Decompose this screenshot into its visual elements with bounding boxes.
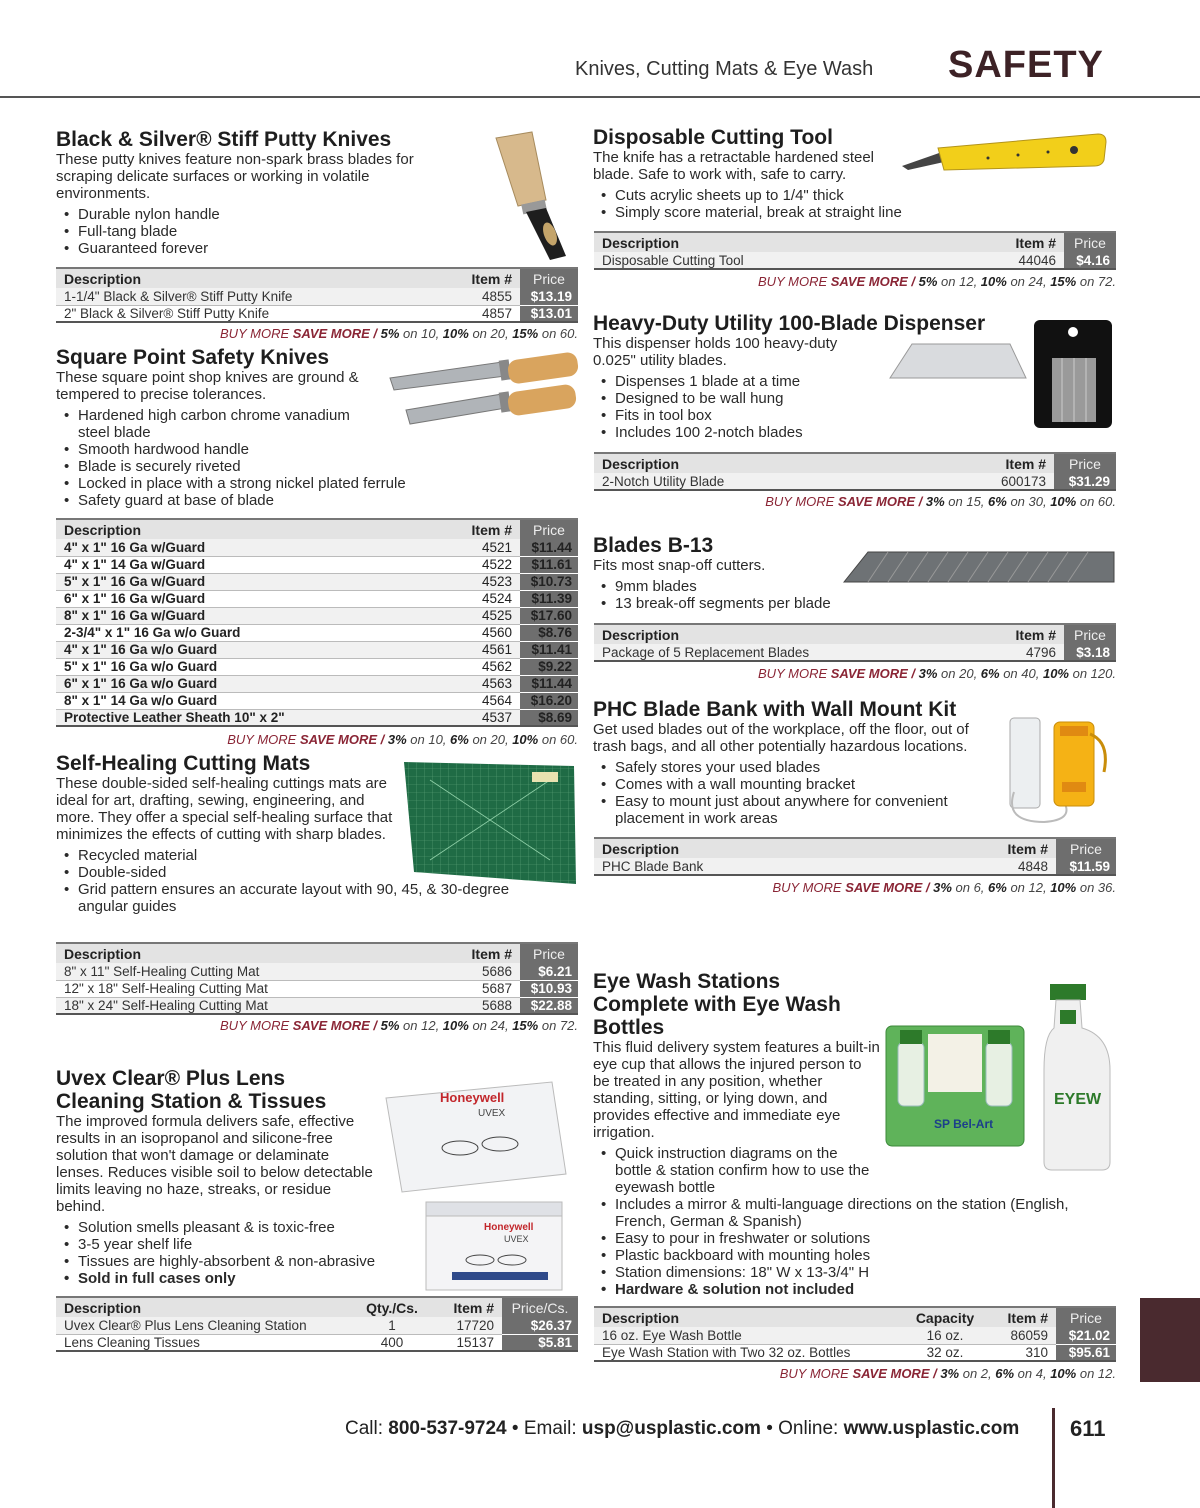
- cell-description: 1-1/4" Black & Silver® Stiff Putty Knife: [56, 288, 456, 305]
- table-row: 5" x 1" 16 Ga w/o Guard 4562 $9.22: [56, 658, 578, 675]
- bulk-discount-note: BUY MORE SAVE MORE / 5% on 10, 10% on 20, 15% on 60.: [220, 326, 578, 341]
- bulk-discount-note: BUY MORE SAVE MORE / 5% on 12, 10% on 24, 15% on 72.: [220, 1018, 578, 1033]
- col-description: Description: [56, 519, 456, 539]
- cutting-mat-image: [400, 760, 580, 886]
- col-price: Price: [520, 519, 578, 539]
- col-item: Item #: [994, 624, 1064, 644]
- website-link[interactable]: www.usplastic.com: [843, 1418, 1020, 1439]
- feature-item: • Double-sided: [64, 864, 556, 881]
- feature-item: • Solution smells pleasant & is toxic-free: [64, 1219, 406, 1236]
- feature-item: • 9mm blades: [601, 578, 893, 595]
- feature-item: • Full-tang blade: [64, 223, 436, 240]
- footer-contact: Call: 800-537-9724 • Email: usp@usplastic.com • Online: www.usplastic.com: [345, 1418, 1020, 1439]
- col-item: Item #: [986, 838, 1056, 858]
- feature-item: • Hardened high carbon chrome vanadium steel blade: [64, 407, 384, 441]
- col-item: Item #: [990, 1307, 1056, 1327]
- col-description: Description: [56, 268, 456, 288]
- blade-bank-image: [1004, 712, 1116, 830]
- bulk-discount-note: BUY MORE SAVE MORE / 3% on 6, 6% on 12, 10% on 36.: [772, 880, 1116, 895]
- svg-text:Honeywell: Honeywell: [484, 1222, 534, 1233]
- square-knives-price-table: [56, 518, 578, 727]
- feature-item: • Plastic backboard with mounting holes: [601, 1247, 1113, 1264]
- feature-list: [601, 759, 1013, 827]
- product-title: Disposable Cutting Tool: [593, 126, 833, 149]
- col-description: Description: [594, 232, 994, 252]
- feature-list: [64, 1219, 406, 1287]
- cell-item: 4857: [456, 305, 520, 322]
- phc-price-table: [594, 837, 1116, 876]
- uvex-logo: UVEX: [478, 1108, 506, 1119]
- eyewash-price-table: [594, 1306, 1116, 1362]
- col-description: Description: [56, 1297, 352, 1317]
- putty-knife-image: [488, 130, 578, 262]
- product-title: Heavy-Duty Utility 100-Blade Dispenser: [593, 312, 986, 335]
- col-price: Price: [520, 943, 578, 963]
- feature-item: • Dispenses 1 blade at a time: [601, 373, 1033, 390]
- feature-item: • Cuts acrylic sheets up to 1/4" thick: [601, 187, 923, 204]
- col-description: Description: [594, 624, 994, 644]
- table-row: 8" x 1" 16 Ga w/Guard 4525 $17.60: [56, 607, 578, 624]
- table-row: Lens Cleaning Tissues 400 15137 $5.81: [56, 1334, 578, 1351]
- col-capacity: Capacity: [900, 1307, 990, 1327]
- eye-wash-station-image: [884, 980, 1116, 1174]
- col-item: Item #: [980, 453, 1054, 473]
- header-divider: [0, 96, 1200, 98]
- table-row: [56, 288, 578, 305]
- product-title: Square Point Safety Knives: [56, 346, 330, 369]
- col-price: Price/Cs.: [502, 1297, 578, 1317]
- table-row: 5" x 1" 16 Ga w/Guard 4523 $10.73: [56, 573, 578, 590]
- cell-price: $13.19: [520, 288, 578, 305]
- feature-item: • Easy to pour in freshwater or solutions: [601, 1230, 1113, 1247]
- product-description: Get used blades out of the workplace, off the floor, out of trash bags, and all other potentially hazardous locations.: [593, 721, 969, 755]
- feature-item: • Safely stores your used blades: [601, 759, 1013, 776]
- table-row: Uvex Clear® Plus Lens Cleaning Station 1 17720 $26.37: [56, 1317, 578, 1334]
- product-description: These square point shop knives are ground & tempered to precise tolerances.: [56, 369, 359, 403]
- product-description: These double-sided self-healing cuttings mats are ideal for art, drafting, sewing, engineering, and more. They offer a special self-healing surface that minimizes the effects of cutting with sharp blades.: [56, 775, 393, 843]
- col-description: Description: [594, 838, 986, 858]
- product-disposable-cutting-tool: [593, 126, 923, 221]
- product-description: These putty knives feature non-spark brass blades for scraping delicate surfaces or working in volatile environments.: [56, 151, 414, 202]
- product-putty-knives: [56, 128, 436, 257]
- putty-price-table: [56, 267, 578, 323]
- col-item: Item #: [994, 232, 1064, 252]
- col-item: Item #: [456, 943, 520, 963]
- feature-item: • Safety guard at base of blade: [64, 492, 454, 509]
- mats-price-table: [56, 942, 578, 1015]
- uvex-station-image: [380, 1078, 576, 1292]
- bulk-discount-note: BUY MORE SAVE MORE / 5% on 12, 10% on 24, 15% on 72.: [758, 274, 1116, 289]
- phone-number[interactable]: 800-537-9724: [388, 1418, 507, 1439]
- cell-price: $13.01: [520, 305, 578, 322]
- col-description: Description: [56, 943, 456, 963]
- product-description: The improved formula delivers safe, effective results in an isopropanol and silicone-free solution that won't damage or delaminate lenses. Reduces visible soil to below detectable limits leaving no haze, streaks, or residue behind.: [56, 1113, 373, 1215]
- feature-item: • Simply score material, break at straight line: [601, 204, 923, 221]
- col-qty: Qty./Cs.: [352, 1297, 432, 1317]
- feature-item: • Comes with a wall mounting bracket: [601, 776, 1013, 793]
- section-subtitle: Knives, Cutting Mats & Eye Wash: [575, 58, 874, 80]
- feature-item: • Station dimensions: 18" W x 13-3/4" H: [601, 1264, 1113, 1281]
- feature-list: [601, 187, 923, 221]
- blade-dispenser-image: [884, 318, 1116, 430]
- product-title: Eye Wash Stations Complete with Eye Wash Bottles: [593, 970, 841, 1039]
- product-description: This dispenser holds 100 heavy-duty 0.025" utility blades.: [593, 335, 838, 369]
- disposable-price-table: [594, 231, 1116, 270]
- table-row: 8" x 11" Self-Healing Cutting Mat 5686 $6.21: [56, 963, 578, 980]
- feature-item: • Recycled material: [64, 847, 556, 864]
- svg-text:UVEX: UVEX: [504, 1234, 529, 1244]
- table-row: 6" x 1" 16 Ga w/o Guard 4563 $11.44: [56, 675, 578, 692]
- feature-item: • Includes 100 2-notch blades: [601, 424, 1033, 441]
- feature-item: • 3-5 year shelf life: [64, 1236, 406, 1253]
- table-row: 4" x 1" 14 Ga w/Guard 4522 $11.61: [56, 556, 578, 573]
- cell-item: 4855: [456, 288, 520, 305]
- feature-item: • Blade is securely riveted: [64, 458, 454, 475]
- feature-item: • Tissues are highly-absorbent & non-abrasive: [64, 1253, 406, 1270]
- honeywell-logo: Honeywell: [440, 1090, 505, 1105]
- col-price: Price: [1064, 232, 1116, 252]
- col-price: Price: [1064, 624, 1116, 644]
- table-row: Package of 5 Replacement Blades 4796 $3.18: [594, 644, 1116, 661]
- footer-divider: [1052, 1408, 1055, 1508]
- product-description: This fluid delivery system features a built-in eye cup that allows the injured person to be treated in any position, whether standing, sitting, or lying down, and provides effective and immediate eye irrigation.: [593, 1039, 880, 1141]
- col-price: Price: [1056, 838, 1116, 858]
- dispenser-price-table: [594, 452, 1116, 491]
- col-description: Description: [594, 1307, 900, 1327]
- product-title: Self-Healing Cutting Mats: [56, 752, 311, 775]
- page-number: 611: [1070, 1416, 1106, 1441]
- table-row: 2-3/4" x 1" 16 Ga w/o Guard 4560 $8.76: [56, 624, 578, 641]
- product-title: Blades B-13: [593, 534, 714, 557]
- blades-price-table: [594, 623, 1116, 662]
- category-title: SAFETY: [948, 44, 1104, 86]
- product-uvex-cleaning-station: [56, 1067, 406, 1287]
- product-description: Fits most snap-off cutters.: [593, 557, 766, 574]
- cutting-tool-image: [898, 130, 1110, 180]
- bel-art-logo: SP Bel-Art: [934, 1117, 994, 1131]
- table-row: Protective Leather Sheath 10" x 2" 4537 $8.69: [56, 709, 578, 726]
- uvex-price-table: [56, 1296, 578, 1352]
- bulk-discount-note: BUY MORE SAVE MORE / 3% on 20, 6% on 40, 10% on 120.: [758, 666, 1116, 681]
- feature-item: • Guaranteed forever: [64, 240, 436, 257]
- col-price: Price: [1056, 1307, 1116, 1327]
- feature-item: • Easy to mount just about anywhere for convenient placement in work areas: [601, 793, 981, 827]
- table-row: 12" x 18" Self-Healing Cutting Mat 5687 $10.93: [56, 980, 578, 997]
- feature-item: • Durable nylon handle: [64, 206, 436, 223]
- table-row: [56, 305, 578, 322]
- product-title: Black & Silver® Stiff Putty Knives: [56, 128, 392, 151]
- table-row: 16 oz. Eye Wash Bottle 16 oz. 86059 $21.02: [594, 1327, 1116, 1344]
- snap-off-blade-image: [842, 550, 1116, 584]
- table-row: 2-Notch Utility Blade 600173 $31.29: [594, 473, 1116, 490]
- product-title: PHC Blade Bank with Wall Mount Kit: [593, 698, 957, 721]
- feature-item: • Designed to be wall hung: [601, 390, 1033, 407]
- feature-list: [64, 206, 436, 257]
- col-item: Item #: [456, 268, 520, 288]
- col-description: Description: [594, 453, 980, 473]
- feature-item: • Sold in full cases only: [64, 1270, 406, 1287]
- table-row: Disposable Cutting Tool 44046 $4.16: [594, 252, 1116, 269]
- bulk-discount-note: BUY MORE SAVE MORE / 3% on 2, 6% on 4, 10% on 12.: [779, 1366, 1116, 1381]
- col-price: Price: [520, 268, 578, 288]
- feature-item: • Quick instruction diagrams on the bottle & station confirm how to use the eyewash bottle: [601, 1145, 871, 1196]
- table-row: 6" x 1" 16 Ga w/Guard 4524 $11.39: [56, 590, 578, 607]
- table-row: 4" x 1" 16 Ga w/o Guard 4561 $11.41: [56, 641, 578, 658]
- feature-item: • 13 break-off segments per blade: [601, 595, 893, 612]
- square-knives-image: [386, 348, 582, 432]
- table-row: 8" x 1" 14 Ga w/o Guard 4564 $16.20: [56, 692, 578, 709]
- product-description: The knife has a retractable hardened steel blade. Safe to work with, safe to carry.: [593, 149, 875, 183]
- col-item: Item #: [432, 1297, 502, 1317]
- bulk-discount-note: BUY MORE SAVE MORE / 3% on 10, 6% on 20, 10% on 60.: [227, 732, 578, 747]
- table-row: 18" x 24" Self-Healing Cutting Mat 5688 $22.88: [56, 997, 578, 1014]
- table-row: 4" x 1" 16 Ga w/Guard 4521 $11.44: [56, 539, 578, 556]
- col-item: Item #: [456, 519, 520, 539]
- feature-item: • Includes a mirror & multi-language directions on the station (English, French, German & Spanish): [601, 1196, 1101, 1230]
- table-row: PHC Blade Bank 4848 $11.59: [594, 858, 1116, 875]
- section-side-tab: [1140, 1298, 1200, 1382]
- col-price: Price: [1054, 453, 1116, 473]
- feature-item: • Grid pattern ensures an accurate layout with 90, 45, & 30-degree angular guides: [64, 881, 544, 915]
- cell-description: 2" Black & Silver® Stiff Putty Knife: [56, 305, 456, 322]
- feature-item: • Locked in place with a strong nickel plated ferrule: [64, 475, 454, 492]
- feature-item: • Smooth hardwood handle: [64, 441, 454, 458]
- product-phc-blade-bank: [593, 698, 1013, 827]
- product-title: Uvex Clear® Plus Lens Cleaning Station & Tissues: [56, 1067, 327, 1113]
- email-link[interactable]: usp@usplastic.com: [581, 1418, 761, 1439]
- bulk-discount-note: BUY MORE SAVE MORE / 3% on 15, 6% on 30, 10% on 60.: [765, 494, 1116, 509]
- feature-item: • Hardware & solution not included: [601, 1281, 1113, 1298]
- table-row: Eye Wash Station with Two 32 oz. Bottles 32 oz. 310 $95.61: [594, 1344, 1116, 1361]
- feature-item: • Fits in tool box: [601, 407, 1033, 424]
- svg-text:EYEW: EYEW: [1054, 1091, 1102, 1108]
